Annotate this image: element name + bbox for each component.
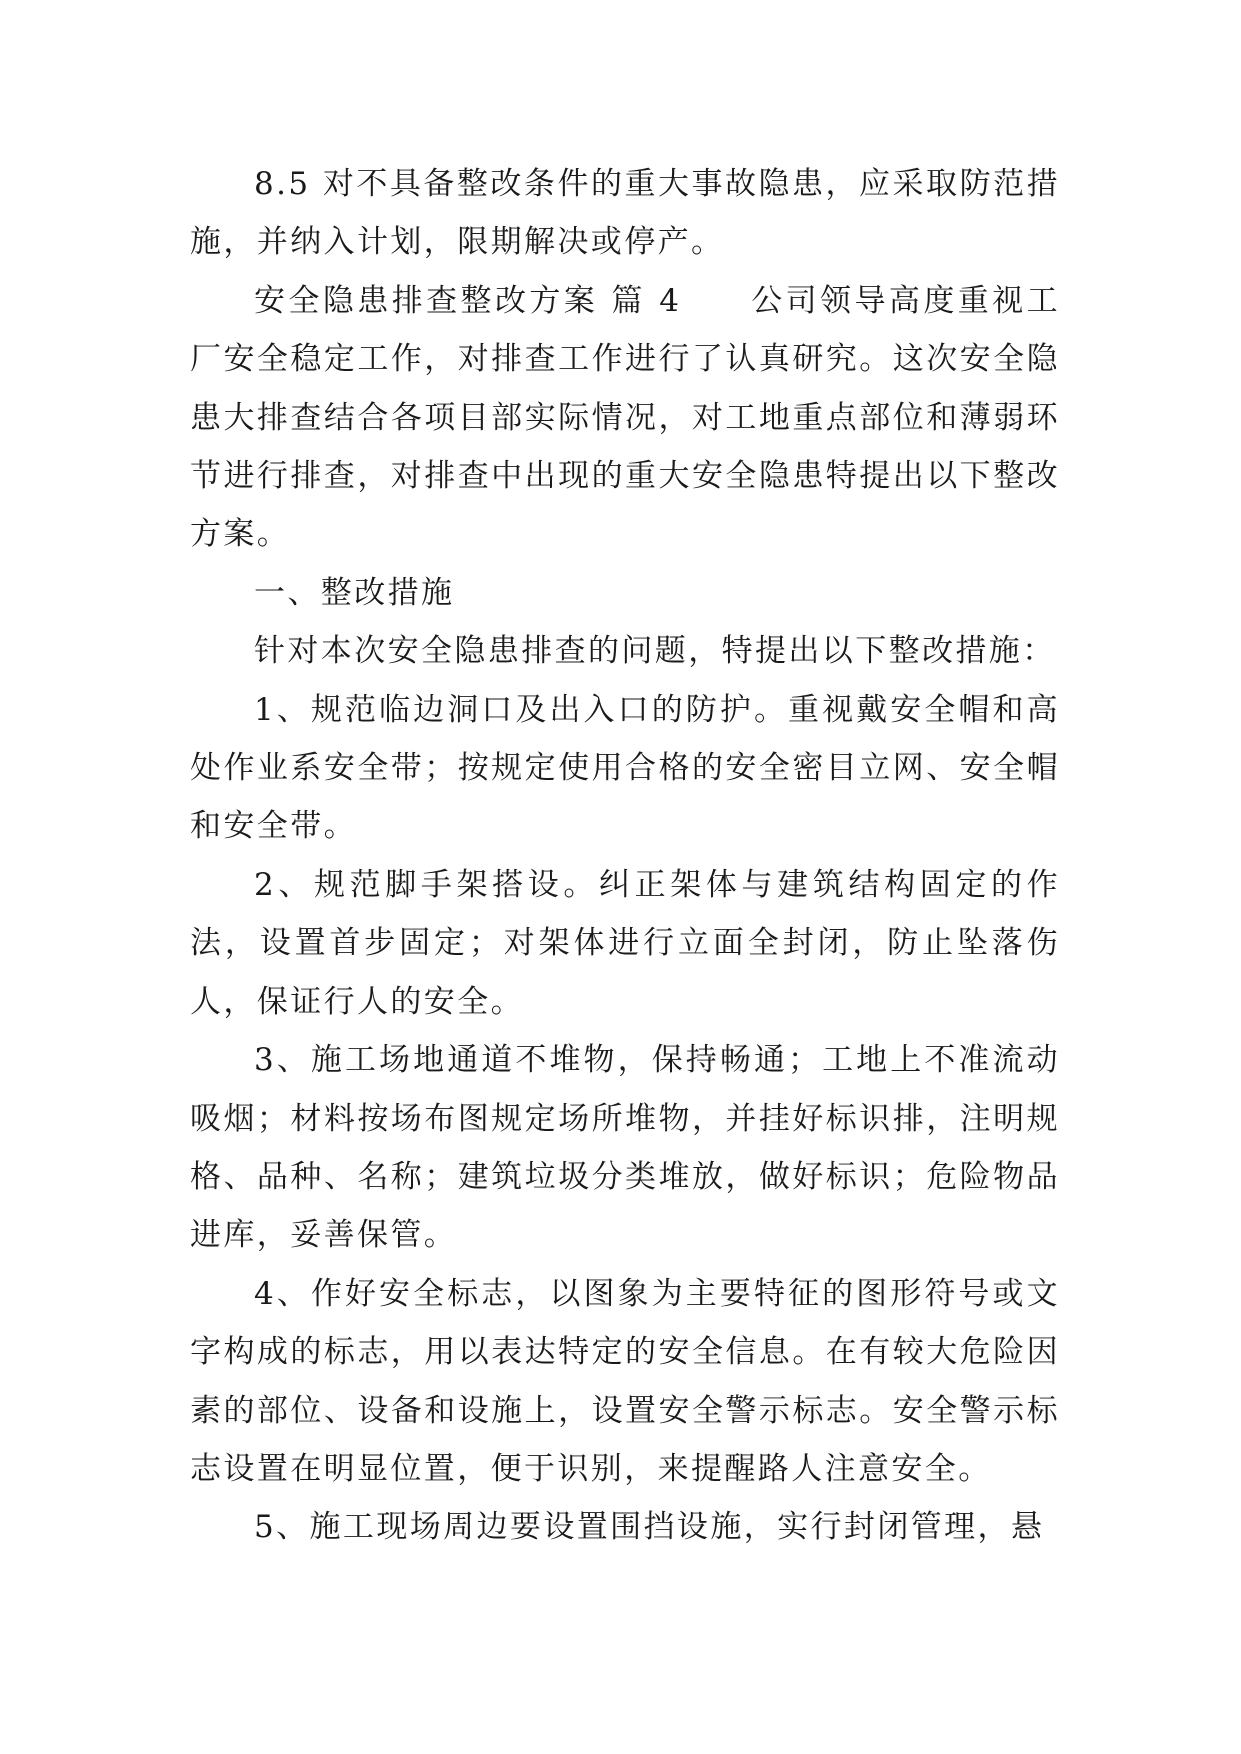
paragraph-item-4: 4、作好安全标志，以图象为主要特征的图形符号或文字构成的标志，用以表达特定的安全信息。在有较大危险因素的部位、设备和设施上，设置安全警示标志。安全警示标志设置在明显位置，便于识别，来提醒路人注意安全。 [190,1275,1060,1487]
paragraph-measures-intro: 针对本次安全隐患排查的问题，特提出以下整改措施： [254,633,1056,670]
paragraph-item-1: 1、规范临边洞口及出入口的防护。重视戴安全帽和高处作业系安全带；按规定使用合格的安全密目立网、安全帽和安全带。 [190,691,1060,845]
paragraph-item-2: 2、规范脚手架搭设。纠正架体与建筑结构固定的作法，设置首步固定；对架体进行立面全封闭，防止坠落伤人，保证行人的安全。 [190,866,1060,1020]
document-body [190,155,1060,1557]
paragraph-item-5: 5、施工现场周边要设置围挡设施，实行封闭管理，悬 [254,1509,1045,1546]
paragraph-8-5: 8.5 对不具备整改条件的重大事故隐患，应采取防范措施，并纳入计划，限期解决或停产。 [190,166,1060,261]
section-heading-rectification-measures: 一、整改措施 [254,574,455,611]
paragraph-section-4-intro: 安全隐患排查整改方案 篇 4 公司领导高度重视工厂安全稳定工作，对排查工作进行了认真研究。这次安全隐患大排查结合各项目部实际情况，对工地重点部位和薄弱环节进行排查，对排查中出现的重大安全隐患特提出以下整改方案。 [190,282,1060,553]
paragraph-item-3: 3、施工场地通道不堆物，保持畅通；工地上不准流动吸烟；材料按场布图规定场所堆物，并挂好标识排，注明规格、品种、名称；建筑垃圾分类堆放，做好标识；危险物品进库，妥善保管。 [190,1042,1060,1254]
